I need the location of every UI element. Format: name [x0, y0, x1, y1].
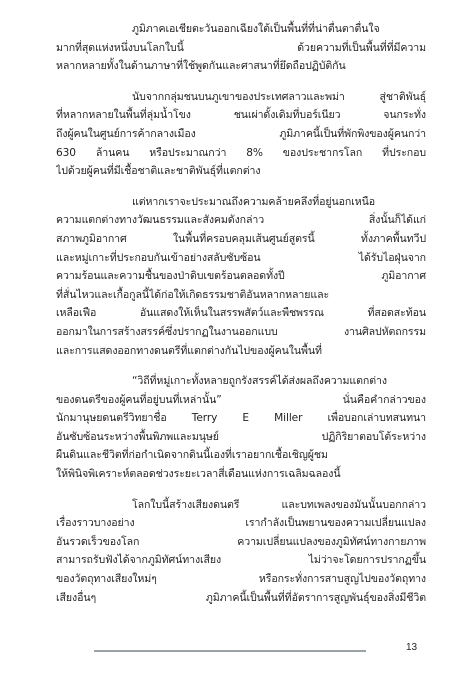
text-line: ของดนตรีของผู้คนที่อยู่บนที่เหล่านั้น” นั่นคือคำกล่าวของ	[56, 393, 426, 406]
text-line: เสียงอื่นๆ ภูมิภาคนี้เป็นพื้นที่ที่อัตราการสูญพันธุ์ของสิ่งมีชีวิต	[56, 591, 426, 604]
text-line: อันรวดเร็วของโลก ความเปลี่ยนแปลงของภูมิทัศน์ทางกายภาพ	[56, 535, 426, 548]
paragraph-people	[56, 88, 426, 181]
text-line: ถึงผู้คนในศูนย์การค้ากลางเมือง ภูมิภาคนี้เป็นที่พักพิงของผู้คนกว่า	[56, 127, 426, 140]
text-line: ไปด้วยผู้คนที่มีเชื้อชาติและชาติพันธุ์ที่แตกต่าง	[56, 165, 261, 178]
text-line: โลกใบนี้สร้างเสียงดนตรี และบทเพลงของมันนั้นบอกกล่าว	[132, 498, 426, 511]
text-line: ภูมิภาคเอเชียตะวันออกเฉียงใต้เป็นพื้นที่ที่น่าตื่นตาตื่นใจ	[132, 23, 380, 35]
text-line: ความร้อนและความชื้นของป่าดิบเขตร้อนตลอดทั้งปี ภูมิอากาศ	[56, 270, 426, 283]
paragraph-intro	[56, 20, 426, 76]
text-line: เหลือเฟือ อันแสดงให้เห็นในสรรพสัตว์และพืชพรรณ ที่สอดสะท้อน	[56, 307, 426, 320]
text-line: และการแสดงออกทางดนตรีที่แตกต่างกันไปของผู้คนในพื้นที่	[56, 344, 322, 357]
text-line: 630 ล้านคน หรือประมาณกว่า 8% ของประชากรโลก ที่ประกอบ	[56, 146, 426, 159]
text-line: สามารถรับฟังได้จากภูมิทัศน์ทางเสียง ไม่ว่าจะโดยการปรากฏขึ้น	[56, 554, 426, 567]
text-line: สภาพภูมิอากาศ ในพื้นที่ครอบคลุมเส้นศูนย์สูตรนี้ ทั้งภาคพื้นทวีป	[56, 232, 426, 245]
text-line: นับจากกลุ่มชนบนภูเขาของประเทศลาวและพม่า สู่ชาติพันธุ์	[132, 90, 426, 103]
text-line: เรื่องราวบางอย่าง เรากำลังเป็นพยานของความเปลี่ยนแปลง	[56, 517, 426, 530]
text-line: ของวัตถุทางเสียงใหม่ๆ หรือกระทั่งการสาบสูญไปของวัตถุทาง	[56, 573, 426, 586]
text-line: ความแตกต่างทางวัฒนธรรมและสังคมดังกล่าว สิ่งนั้นก็ได้แก่	[56, 214, 426, 227]
text-line: แต่หากเราจะประมาณถึงความคล้ายคลึงที่อยู่นอกเหนือ	[132, 195, 375, 208]
text-line: ผืนดินและชีวิตที่ก่อกำเนิดจากดินนี้เองที่เราอยากเชื้อเชิญผู้ชม	[56, 449, 328, 462]
page-number: 13	[406, 642, 418, 653]
text-line: ให้พินิจพิเคราะห์ตลอดช่วงระยะเวลาสี่เดือนแห่งการเฉลิมฉลองนี้	[56, 468, 341, 481]
body-text	[56, 20, 426, 619]
text-line: “วิถีที่หมู่เกาะทั้งหลายถูกรังสรรค์ได้ส่งผลถึงความแตกต่าง	[132, 375, 387, 388]
paragraph-climate	[56, 193, 426, 360]
paragraph-quote	[56, 372, 426, 484]
text-line: อันซับซ้อนระหว่างพื้นพิภพและมนุษย์ ปฏิกิริยาตอบโต้ระหว่าง	[56, 430, 426, 443]
text-line: มากที่สุดแห่งหนึ่งบนโลกใบนี้ ด้วยความที่เป็นพื้นที่ที่มีความ	[56, 41, 426, 54]
text-line: นักมานุษยดนตรีวิทยาชื่อ Terry E Miller เพื่อบอกเล่าบทสนทนา	[56, 412, 426, 425]
text-line: ที่หลากหลายในพื้นที่ลุ่มน้ำโขง ชนเผ่าดั้งเดิมที่บอร์เนียว จนกระทั่ง	[56, 109, 426, 122]
text-line: ที่สั่นไหวและเกื้อกูลนี้ได้ก่อให้เกิดธรรมชาติอันหลากหลายและ	[56, 288, 330, 301]
paragraph-soundscape	[56, 496, 426, 608]
text-line: และหมู่เกาะที่ประกอบกันเข้าอย่างสลับซับซ้อน ได้รับไอฝุ่นจาก	[56, 251, 426, 264]
text-line: ออกมาในการสร้างสรรค์ซึ่งปรากฏในงานออกแบบ งานศิลปหัตถกรรม	[56, 325, 426, 338]
footer-rule	[94, 650, 366, 652]
text-line: หลากหลายทั้งในด้านภาษาที่ใช้พูดกันและศาสนาที่ยึดถือปฏิบัติกัน	[56, 60, 346, 73]
